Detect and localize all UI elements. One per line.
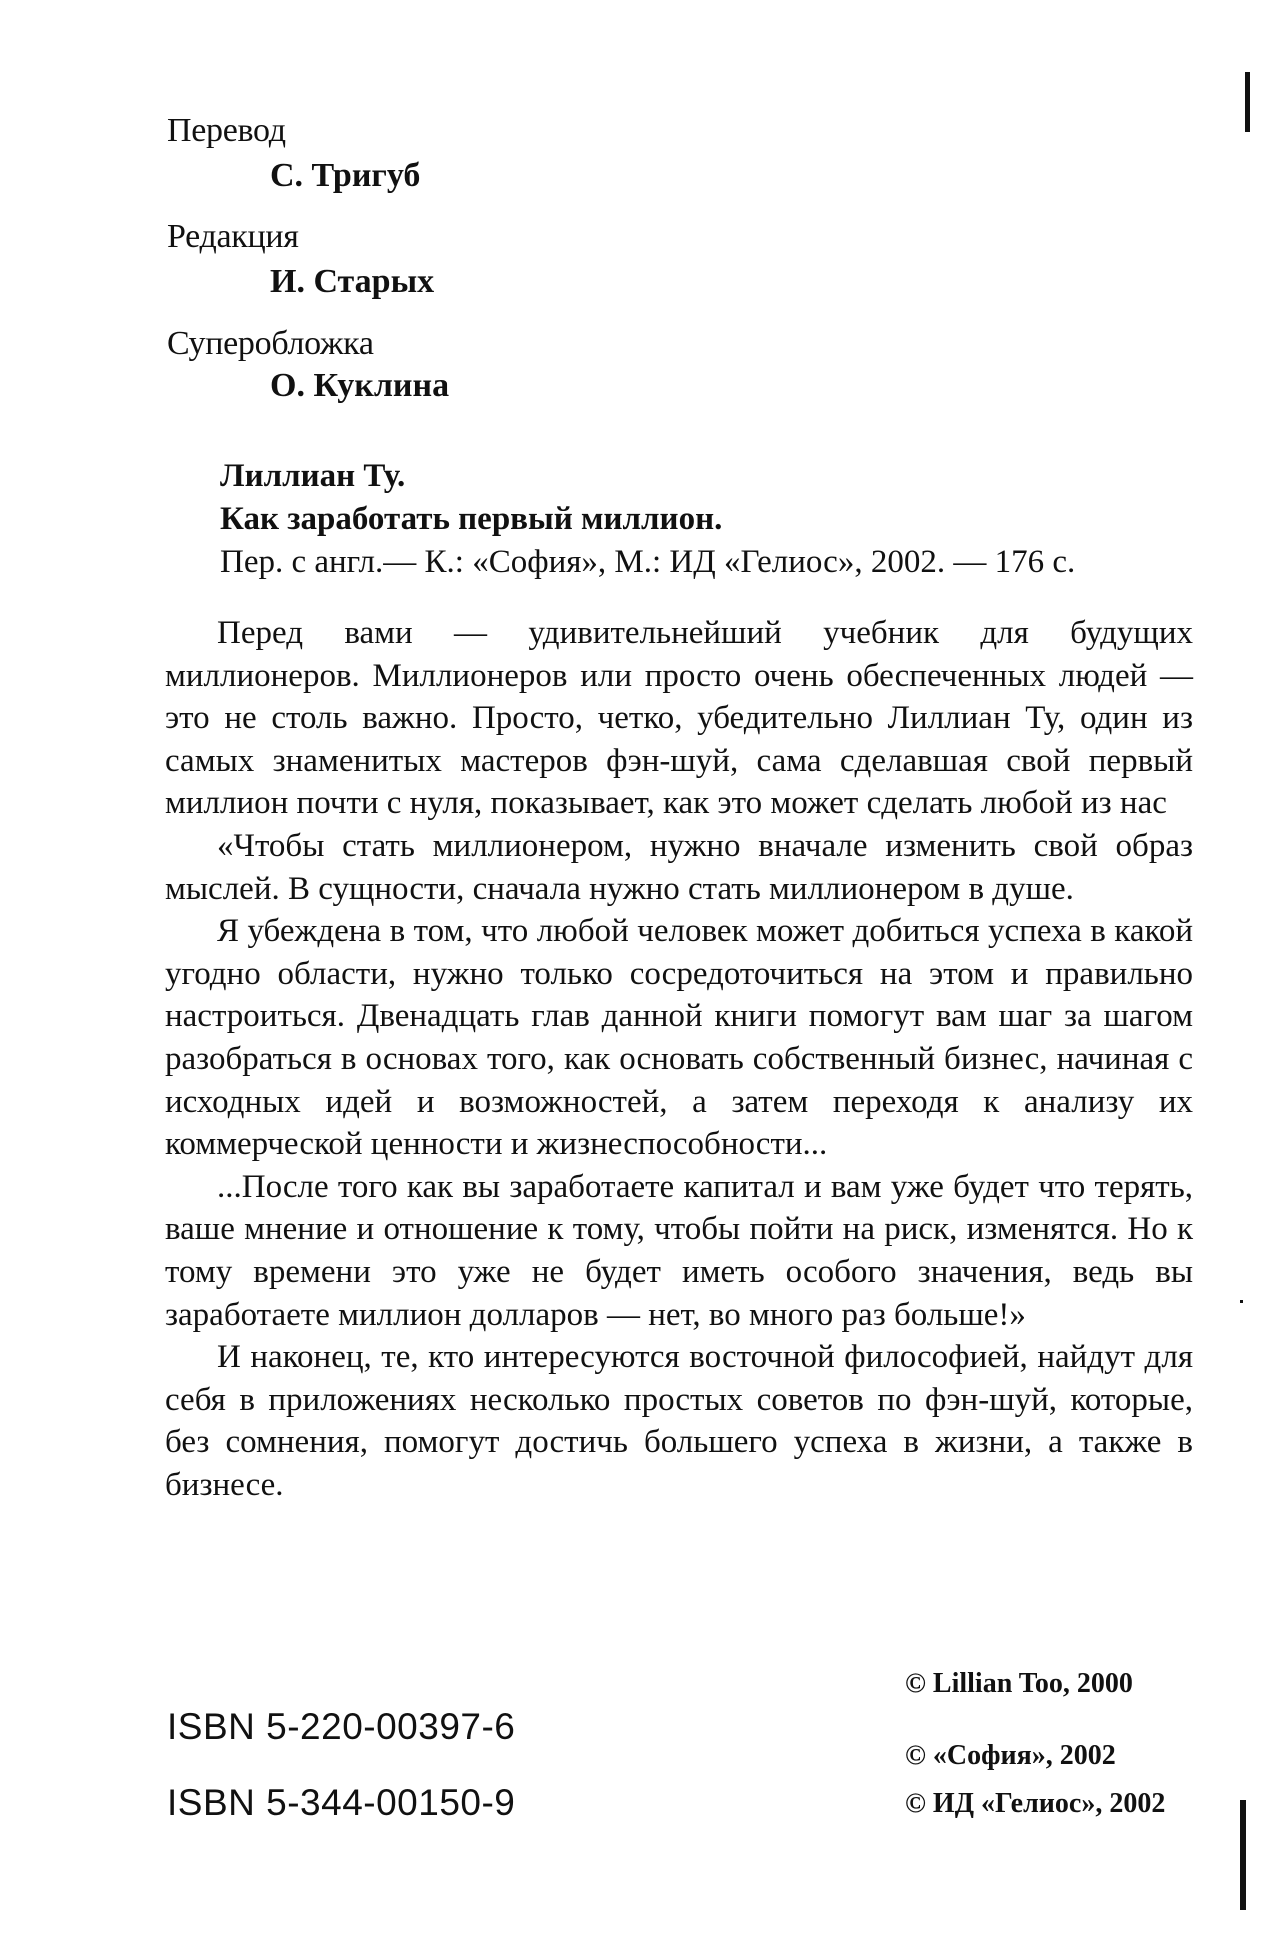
annotation-paragraph: И наконец, те, кто интересуются восточной философией, найдут для себя в приложениях несколько простых советов по фэн-шуй, которые, без сомнения, помогут достичь большего успеха в жизни, а также в бизнесе. (165, 1339, 1193, 1503)
bibliographic-record (220, 455, 1220, 584)
copyright-sofia: © «София», 2002 (905, 1740, 1116, 1771)
credit-role-editing: Редакция (167, 218, 299, 255)
book-imprint: Пер. с англ.— К.: «София», М.: ИД «Гелиос», 2002. — 176 с. (220, 544, 1076, 580)
isbn-first: ISBN 5-220-00397-6 (167, 1706, 516, 1747)
credit-name-translator: С. Тригуб (270, 157, 421, 194)
scan-edge-mark (1240, 1800, 1246, 1910)
copyright-gelios: © ИД «Гелиос», 2002 (905, 1788, 1166, 1819)
credit-role-cover: Суперобложка (167, 325, 374, 362)
credit-name-cover-designer: О. Куклина (270, 367, 450, 404)
credit-name-editor: И. Старых (270, 263, 435, 300)
annotation-paragraph: Я убеждена в том, что любой человек может добиться успеха в какой угодно области, нужно только сосредоточиться на этом и правильно настроиться. Двенадцать глав данной книги помогут вам шаг за шагом разобраться в основах того, как основать собственный бизнес, начиная с исходных идей и возможностей, а затем переходя к анализу их коммерческой ценности и жизнеспособности... (165, 913, 1193, 1163)
book-title: Как заработать первый миллион. (220, 501, 723, 537)
scan-dot (1240, 1300, 1243, 1303)
annotation (165, 612, 1193, 1506)
isbn-second: ISBN 5-344-00150-9 (167, 1782, 516, 1823)
annotation-paragraph: «Чтобы стать миллионером, нужно вначале изменить свой образ мыслей. В сущности, сначала нужно стать миллионером в душе. (165, 827, 1193, 907)
annotation-paragraph: Перед вами — удивительнейший учебник для будущих миллионеров. Миллионеров или просто очень обеспеченных людей — это не столь важно. Просто, четко, убедительно Лиллиан Ту, один из самых знаменитых мастеров фэн-шуй, сама сделавшая свой первый миллион почти с нуля, показывает, как это может сделать любой из нас (165, 615, 1193, 822)
book-author: Лиллиан Ту. (220, 458, 406, 494)
copyright-author: © Lillian Too, 2000 (905, 1668, 1133, 1699)
credit-role-translation: Перевод (167, 112, 286, 149)
annotation-paragraph: ...После того как вы заработаете капитал и вам уже будет что терять, ваше мнение и отношение к тому, чтобы пойти на риск, изменятся. Но к тому времени это уже не будет иметь особого значения, ведь вы заработаете миллион долларов — нет, во много раз больше!» (165, 1168, 1193, 1333)
scan-edge-mark (1245, 72, 1250, 132)
